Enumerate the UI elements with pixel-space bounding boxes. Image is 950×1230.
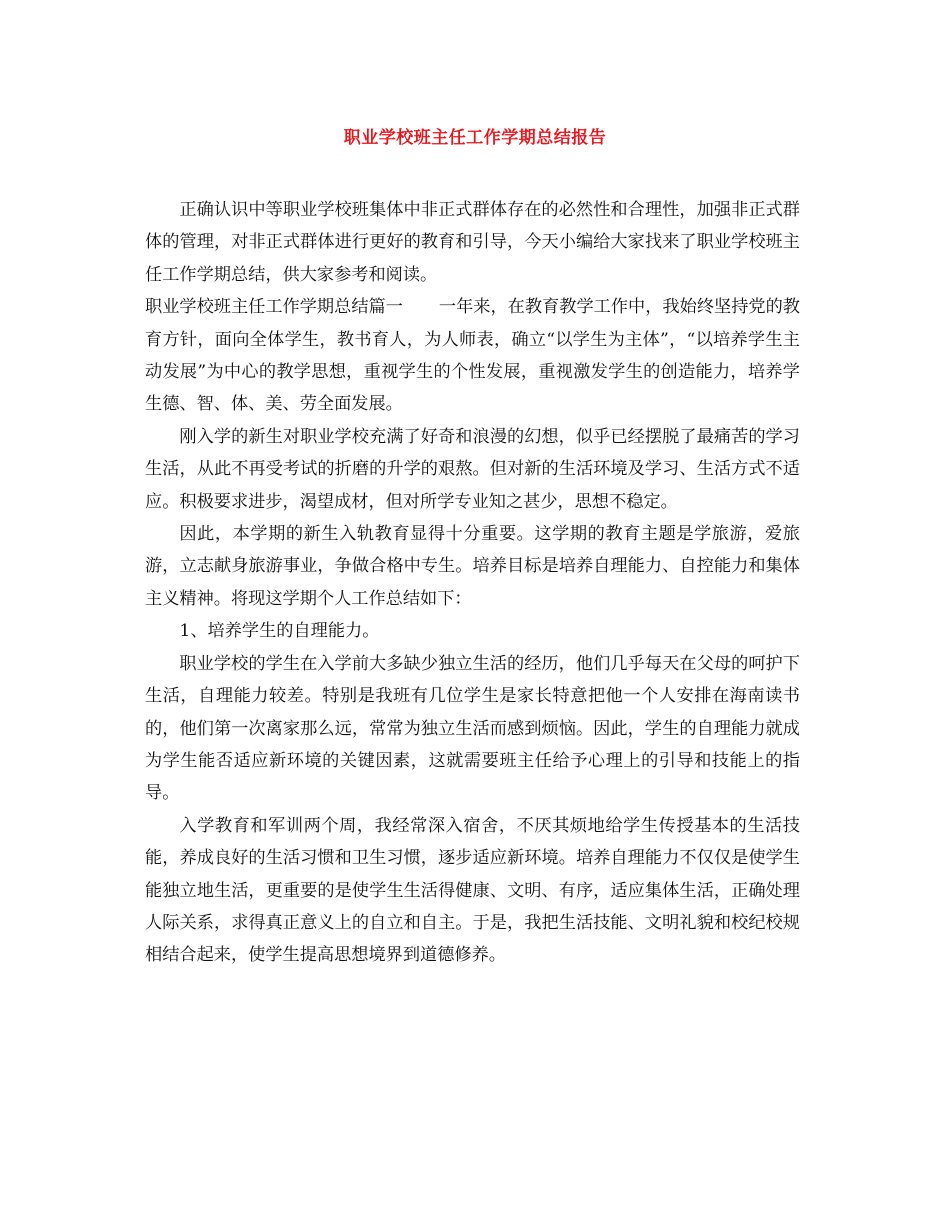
body-paragraph: 刚入学的新生对职业学校充满了好奇和浪漫的幻想，似乎已经摆脱了最痛苦的学习生活，从此不再受考试的折磨的升学的艰熬。但对新的生活环境及学习、生活方式不适应。积极要求进步，渴望成材，但对所学专业知之甚少，思想不稳定。 [145,426,800,512]
document-body [145,194,800,972]
body-paragraph: 职业学校的学生在入学前大多缺少独立生活的经历，他们几乎每天在父母的呵护下生活，自理能力较差。特别是我班有几位学生是家长特意把他一个人安排在海南读书的，他们第一次离家那么远，常常为独立生活而感到烦恼。因此，学生的自理能力就成为学生能否适应新环境的关键因素，这就需要班主任给予心理上的引导和技能上的指导。 [145,653,800,804]
section-heading: 职业学校班主任工作学期总结篇一 [145,297,403,318]
section-first-paragraph: 一年来，在教育教学工作中，我始终坚持党的教育方针，面向全体学生，教书育人，为人师表，确立“以学生为主体”，“以培养学生主动发展”为中心的教学思想，重视学生的个性发展，重视激发学生的创造能力，培养学生德、智、体、美、劳全面发展。 [145,297,800,415]
document-title: 职业学校班主任工作学期总结报告 [343,128,607,148]
intro-paragraph: 正确认识中等职业学校班集体中非正式群体存在的必然性和合理性，加强非正式群体的管理，对非正式群体进行更好的教育和引导，今天小编给大家找来了职业学校班主任工作学期总结，供大家参考和阅读。 [145,200,800,285]
body-paragraph: 入学教育和军训两个周，我经常深入宿舍，不厌其烦地给学生传授基本的生活技能，养成良好的生活习惯和卫生习惯，逐步适应新环境。培养自理能力不仅仅是使学生能独立地生活，更重要的是使学生生活得健康、文明、有序，适应集体生活，正确处理人际关系，求得真正意义上的自立和自主。于是，我把生活技能、文明礼貌和校纪校规相结合起来，使学生提高思想境界到道德修养。 [145,815,800,966]
section-paragraph [145,291,800,421]
body-paragraph: 因此，本学期的新生入轨教育显得十分重要。这学期的教育主题是学旅游，爱旅游，立志献身旅游事业，争做合格中专生。培养目标是培养自理能力、自控能力和集体主义精神。将现这学期个人工作总结如下： [145,524,800,609]
numbered-heading: 1、培养学生的自理能力。 [179,621,380,642]
